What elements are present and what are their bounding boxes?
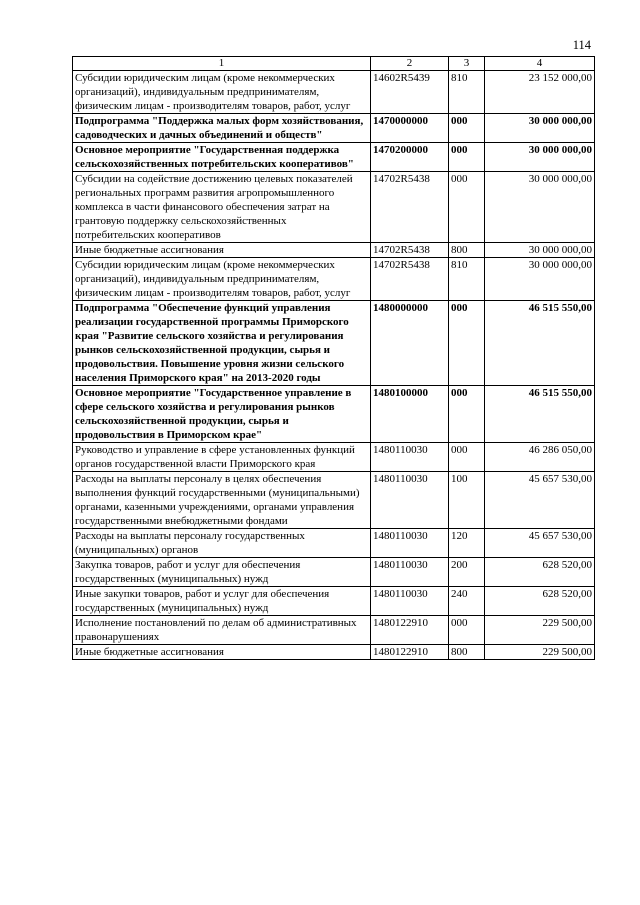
table-row [73,616,595,645]
row-code: 1480122910 [371,645,449,660]
table-row [73,472,595,529]
row-amount: 229 500,00 [485,616,595,645]
row-name: Подпрограмма "Поддержка малых форм хозяйствования, садоводческих и дачных объединений и обществ" [73,114,371,143]
row-amount: 45 657 530,00 [485,529,595,558]
row-amount: 229 500,00 [485,645,595,660]
row-amount: 628 520,00 [485,587,595,616]
row-name: Субсидии на содействие достижению целевых показателей региональных программ развития агропромышленного комплекса в части финансового обеспечения затрат на грантовую поддержку сельскохозяйственных потребительских кооперативов [73,172,371,243]
header-col-3: 3 [449,57,485,71]
table-row [73,443,595,472]
row-name: Подпрограмма "Обеспечение функций управления реализации государственной программы Приморского края "Развитие сельского хозяйства и регулирования рынков сельскохозяйственной продукции, сырья и продовольствия. Повышение уровня жизни сельского населения Приморского края" на 2013-2020 годы [73,301,371,386]
row-code: 1480110030 [371,587,449,616]
row-amount: 30 000 000,00 [485,114,595,143]
row-amount: 23 152 000,00 [485,71,595,114]
row-code: 1480110030 [371,529,449,558]
row-type: 000 [449,443,485,472]
row-code: 1480110030 [371,472,449,529]
table-row [73,172,595,243]
row-type: 000 [449,143,485,172]
row-name: Закупка товаров, работ и услуг для обеспечения государственных (муниципальных) нужд [73,558,371,587]
row-name: Основное мероприятие "Государственная поддержка сельскохозяйственных потребительских кооперативов" [73,143,371,172]
table-row [73,529,595,558]
row-code: 1480110030 [371,443,449,472]
header-row [73,57,595,71]
row-code: 1480122910 [371,616,449,645]
row-type: 200 [449,558,485,587]
row-code: 1480100000 [371,386,449,443]
row-amount: 30 000 000,00 [485,243,595,258]
header-col-1: 1 [73,57,371,71]
table-row [73,114,595,143]
row-code: 1480110030 [371,558,449,587]
table-row [73,587,595,616]
row-type: 810 [449,71,485,114]
row-code: 14702R5438 [371,172,449,243]
table-body [73,71,595,660]
row-amount: 628 520,00 [485,558,595,587]
row-amount: 46 286 050,00 [485,443,595,472]
row-name: Расходы на выплаты персоналу в целях обеспечения выполнения функций государственными (муниципальными) органами, казенными учреждениями, органами управления государственными внебюджетными фондами [73,472,371,529]
table-header [73,57,595,71]
row-type: 000 [449,616,485,645]
table-row [73,386,595,443]
row-name: Субсидии юридическим лицам (кроме некоммерческих организаций), индивидуальным предпринимателям, физическим лицам - производителям товаров, работ, услуг [73,258,371,301]
row-type: 810 [449,258,485,301]
row-name: Основное мероприятие "Государственное управление в сфере сельского хозяйства и регулирования рынков сельскохозяйственной продукции, сырья и продовольствия в Приморском крае" [73,386,371,443]
row-type: 100 [449,472,485,529]
header-col-2: 2 [371,57,449,71]
row-code: 1480000000 [371,301,449,386]
table-row [73,645,595,660]
row-code: 1470200000 [371,143,449,172]
row-name: Исполнение постановлений по делам об административных правонарушениях [73,616,371,645]
row-name: Руководство и управление в сфере установленных функций органов государственной власти Приморского края [73,443,371,472]
header-col-4: 4 [485,57,595,71]
row-amount: 45 657 530,00 [485,472,595,529]
table-row [73,243,595,258]
row-type: 800 [449,645,485,660]
row-amount: 30 000 000,00 [485,143,595,172]
row-name: Расходы на выплаты персоналу государственных (муниципальных) органов [73,529,371,558]
row-code: 14702R5438 [371,243,449,258]
row-type: 120 [449,529,485,558]
row-name: Иные бюджетные ассигнования [73,645,371,660]
row-name: Иные бюджетные ассигнования [73,243,371,258]
row-amount: 46 515 550,00 [485,301,595,386]
table-row [73,258,595,301]
row-amount: 30 000 000,00 [485,172,595,243]
table-row [73,71,595,114]
table-row [73,143,595,172]
row-type: 000 [449,114,485,143]
row-amount: 46 515 550,00 [485,386,595,443]
row-name: Иные закупки товаров, работ и услуг для обеспечения государственных (муниципальных) нужд [73,587,371,616]
page-number: 114 [572,38,591,52]
row-code: 1470000000 [371,114,449,143]
row-code: 14602R5439 [371,71,449,114]
row-amount: 30 000 000,00 [485,258,595,301]
row-type: 800 [449,243,485,258]
table-row [73,558,595,587]
row-code: 14702R5438 [371,258,449,301]
row-type: 000 [449,386,485,443]
row-type: 000 [449,172,485,243]
budget-table [72,56,595,660]
table-row [73,301,595,386]
row-type: 000 [449,301,485,386]
row-type: 240 [449,587,485,616]
row-name: Субсидии юридическим лицам (кроме некоммерческих организаций), индивидуальным предпринимателям, физическим лицам - производителям товаров, работ, услуг [73,71,371,114]
